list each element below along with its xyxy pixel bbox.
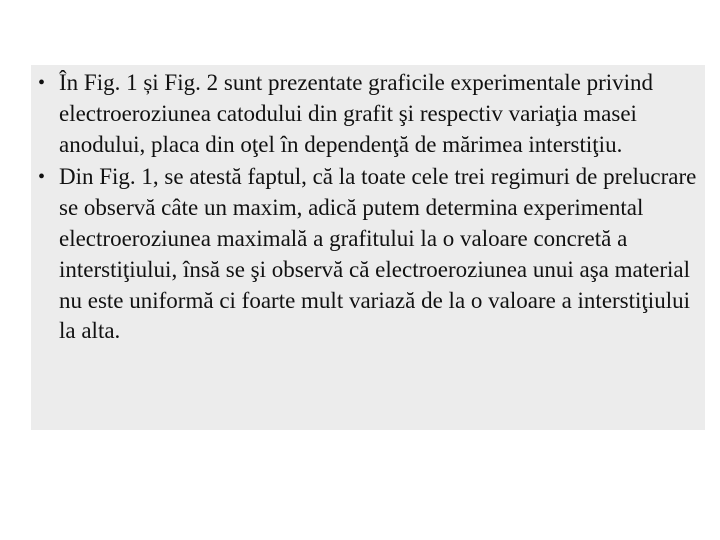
bullet-marker: •	[38, 72, 46, 94]
bullet-item-fig1-analysis	[31, 162, 705, 347]
bullet-marker: •	[38, 166, 46, 189]
bullet-text: Din Fig. 1, se atestă faptul, că la toate cele trei regimuri de prelucrare se observă câte un maxim, adică putem determina experimental electroeroziunea maximală a grafitului la o valoare concretă a interstiţiului, însă se şi observă că electroeroziunea unui aşa material nu este uniformă ci foarte mult variază de la o valoare a interstiţiului la alta.	[59, 164, 697, 344]
bullet-text: În Fig. 1 și Fig. 2 sunt prezentate graficile experimentale privind electroeroziunea catodului din grafit şi respectiv variaţia masei anodului, placa din oţel în dependenţă de mărimea interstiţiu.	[59, 70, 654, 157]
content-box	[31, 65, 705, 430]
bullet-item-figures-intro	[31, 68, 705, 160]
bullet-list	[31, 68, 705, 347]
